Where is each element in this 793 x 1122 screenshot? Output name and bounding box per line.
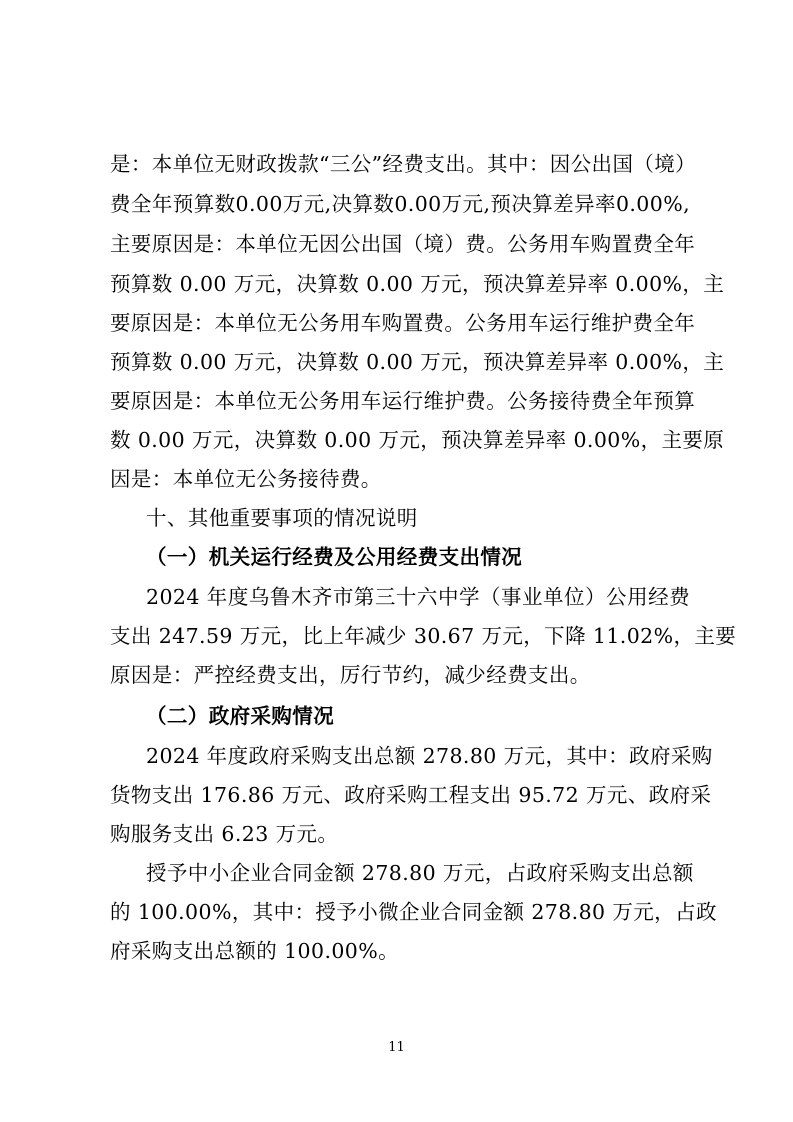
body-text-line: 府采购支出总额的 100.00%。 <box>110 939 400 963</box>
section-heading: 十、其他重要事项的情况说明 <box>146 506 418 530</box>
body-text-line: 购服务支出 6.23 万元。 <box>110 822 339 846</box>
body-text-line: 要原因是：本单位无公务用车购置费。公务用车运行维护费全年 <box>110 311 696 335</box>
body-text-line: 货物支出 176.86 万元、政府采购工程支出 95.72 万元、政府采 <box>110 783 712 807</box>
body-text-line: 预算数 0.00 万元，决算数 0.00 万元，预决算差异率 0.00%，主 <box>110 350 725 374</box>
body-text-line: 数 0.00 万元，决算数 0.00 万元，预决算差异率 0.00%，主要原 <box>110 428 725 452</box>
body-text-line: 要原因是：本单位无公务用车运行维护费。公务接待费全年预算 <box>110 389 696 413</box>
body-text-line: 的 100.00%，其中：授予小微企业合同金额 278.80 万元，占政 <box>110 900 717 924</box>
page-number: 11 <box>388 1040 405 1055</box>
body-text-line: 2024 年度政府采购支出总额 278.80 万元，其中：政府采购 <box>146 744 713 768</box>
body-text-line: 原因是：严控经费支出，厉行节约，减少经费支出。 <box>110 663 591 687</box>
body-text-line: 因是：本单位无公务接待费。 <box>110 467 382 491</box>
body-text-line: 主要原因是：本单位无因公出国（境）费。公务用车购置费全年 <box>110 232 696 256</box>
subsection-heading-1: （一）机关运行经费及公用经费支出情况 <box>146 545 523 569</box>
subsection-heading-2: （二）政府采购情况 <box>146 704 335 728</box>
body-text-line: 支出 247.59 万元，比上年减少 30.67 万元，下降 11.02%，主要 <box>110 624 737 648</box>
body-text-line: 是：本单位无财政拨款“三公”经费支出。其中：因公出国（境） <box>110 152 697 176</box>
body-text-line: 预算数 0.00 万元，决算数 0.00 万元，预决算差异率 0.00%，主 <box>110 272 725 296</box>
body-text-line: 授予中小企业合同金额 278.80 万元，占政府采购支出总额 <box>146 861 694 885</box>
body-text-line: 费全年预算数0.00万元,决算数0.00万元,预决算差异率0.00%, <box>110 192 690 216</box>
body-text-line: 2024 年度乌鲁木齐市第三十六中学（事业单位）公用经费 <box>146 585 690 609</box>
